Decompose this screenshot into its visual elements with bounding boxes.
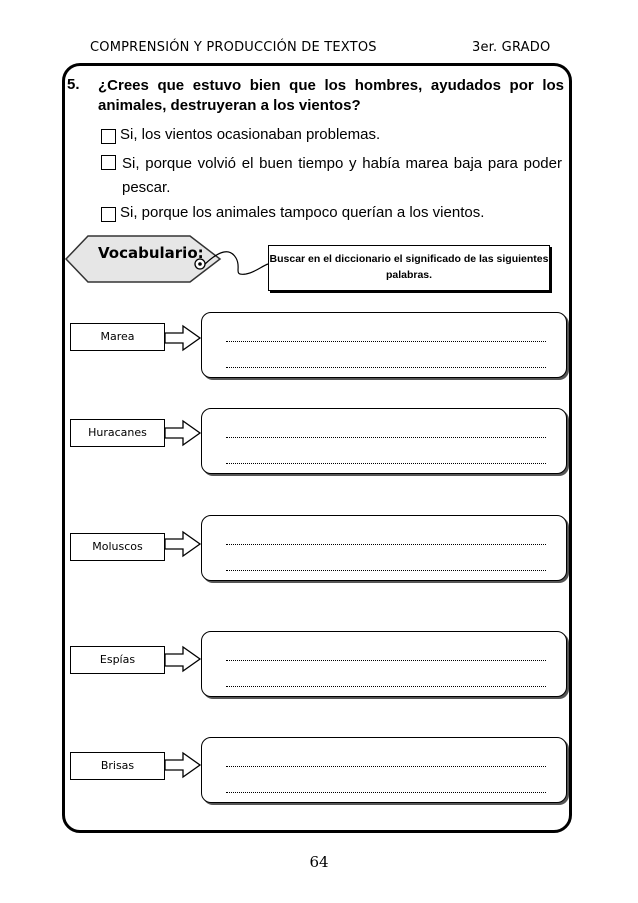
arrow-marea-icon: [165, 326, 200, 350]
word-espias: Espías: [70, 646, 165, 674]
arrow-huracanes-icon: [165, 421, 200, 445]
instruction-box: Buscar en el diccionario el significado de las siguientes palabras.: [268, 245, 550, 291]
word-brisas: Brisas: [70, 752, 165, 780]
question-number: 5.: [67, 76, 80, 93]
answer-line: [226, 463, 546, 464]
answer-box-marea[interactable]: [201, 312, 567, 378]
question-text: ¿Crees que estuvo bien que los hombres, ayudados por los animales, destruyeran a los vientos?: [98, 77, 564, 114]
header-title: COMPRENSIÓN Y PRODUCCIÓN DE TEXTOS: [90, 40, 377, 55]
answer-line: [226, 766, 546, 767]
arrow-moluscos-icon: [165, 532, 200, 556]
answer-line: [226, 367, 546, 368]
option-2-label: Si, porque volvió el buen tiempo y había marea baja para poder pescar.: [122, 155, 562, 196]
answer-line: [226, 792, 546, 793]
option-1-text: Si, los vientos ocasionaban problemas.: [120, 126, 381, 143]
arrow-brisas-icon: [165, 753, 200, 777]
answer-line: [226, 660, 546, 661]
answer-line: [226, 686, 546, 687]
answer-line: [226, 544, 546, 545]
answer-box-moluscos[interactable]: [201, 515, 567, 581]
word-marea: Marea: [70, 323, 165, 351]
arrow-espias-icon: [165, 647, 200, 671]
page-number: 64: [309, 853, 329, 871]
answer-line: [226, 341, 546, 342]
header-grade: 3er. GRADO: [472, 40, 551, 55]
arrow-icons: [165, 326, 200, 777]
answer-box-espias[interactable]: [201, 631, 567, 697]
answer-box-huracanes[interactable]: [201, 408, 567, 474]
option-3-text: Si, porque los animales tampoco querían a los vientos.: [120, 204, 485, 221]
vocabulary-label: Vocabulario:: [98, 244, 204, 262]
answer-line: [226, 437, 546, 438]
answer-line: [226, 570, 546, 571]
word-huracanes: Huracanes: [70, 419, 165, 447]
word-moluscos: Moluscos: [70, 533, 165, 561]
answer-box-brisas[interactable]: [201, 737, 567, 803]
